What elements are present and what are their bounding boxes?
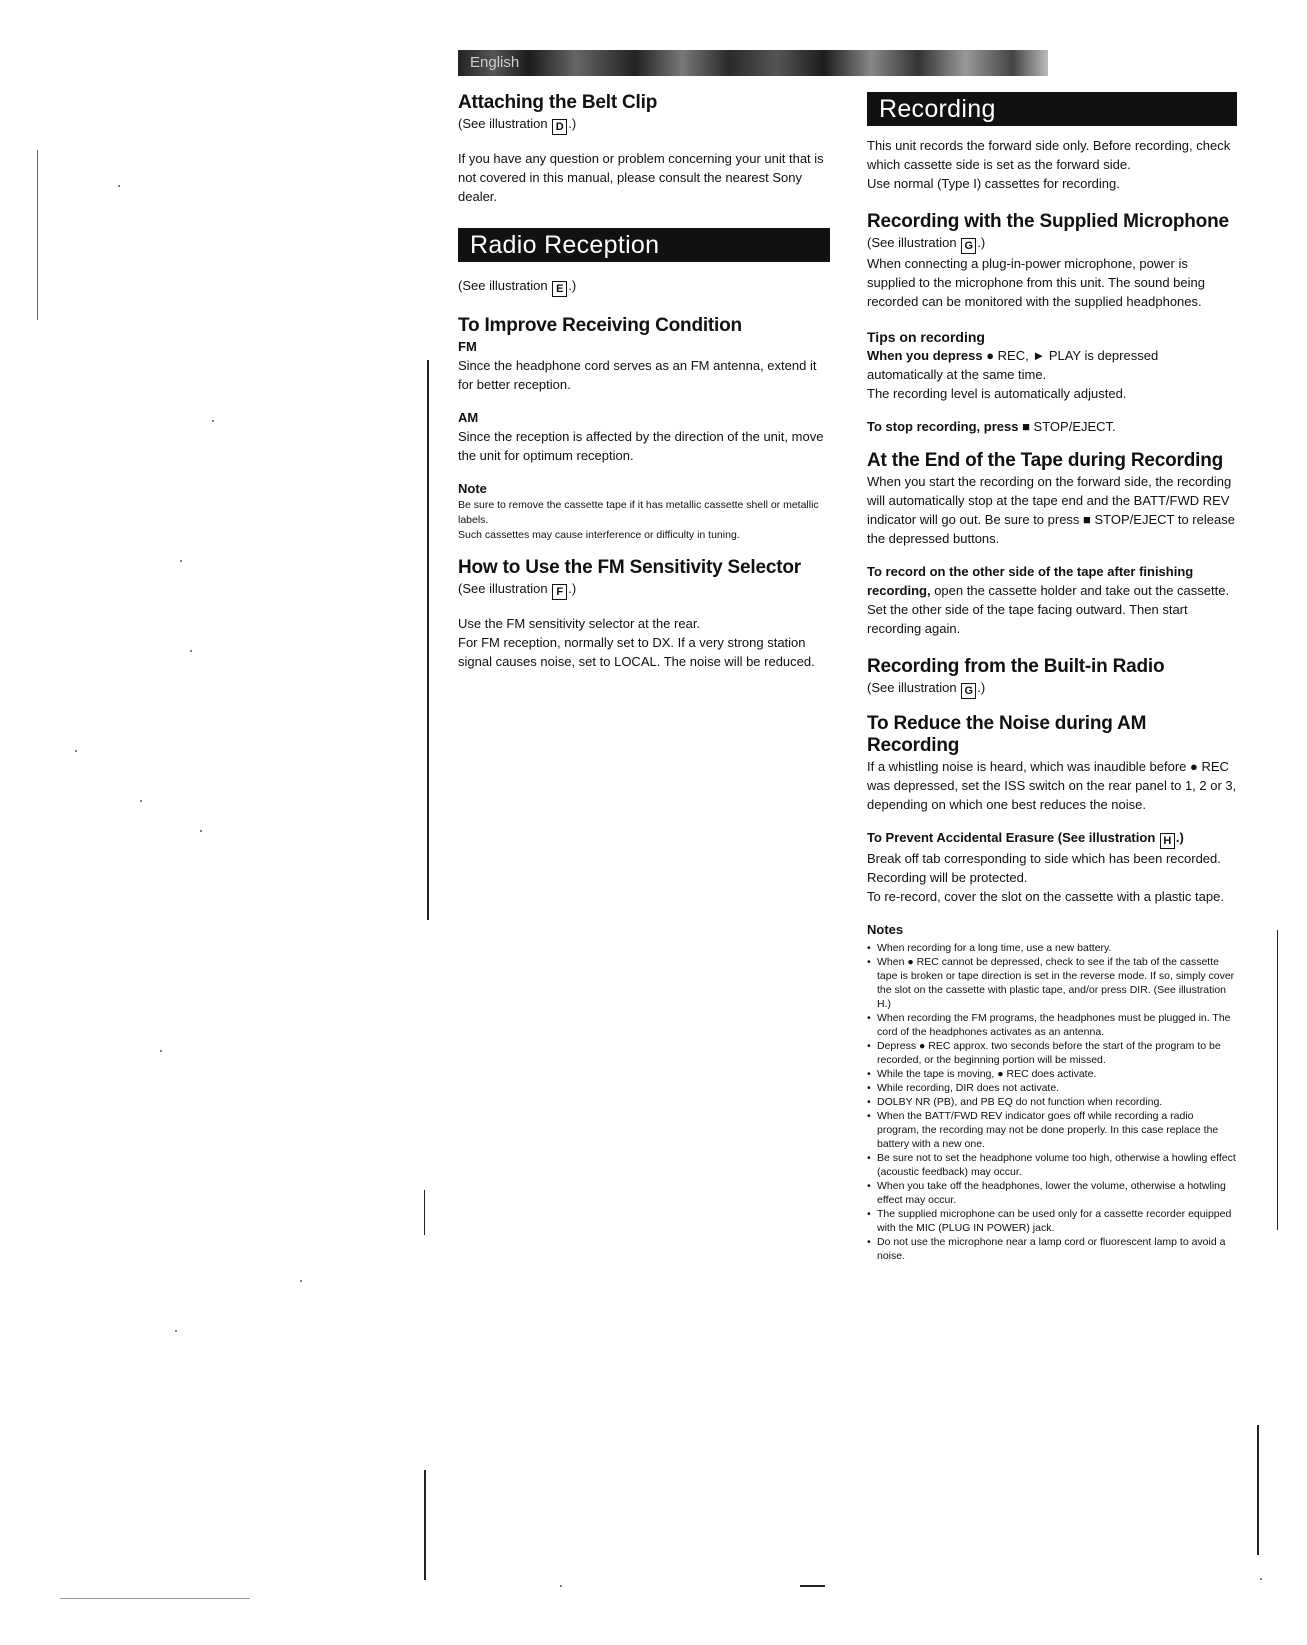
- radio-rec-see-illustration: (See illustration G .): [867, 680, 986, 697]
- am-label: AM: [458, 410, 479, 425]
- note-item: • The supplied microphone can be used only for a cassette recorder equipped with the MIC (PLUG IN POWER) jack.: [867, 1207, 1237, 1235]
- right-column: [867, 92, 1237, 1263]
- scan-speck: [300, 1280, 302, 1282]
- fm-selector-line-1: Use the FM sensitivity selector at the rear.: [458, 616, 701, 631]
- erasure-body-2: To re-record, cover the slot on the cassette with a plastic tape.: [867, 889, 1224, 904]
- scan-speck: [140, 800, 142, 802]
- stop-recording-text: To stop recording, press ■ STOP/EJECT.: [867, 419, 1116, 434]
- note-item: • When ● REC cannot be depressed, check to see if the tab of the cassette tape is broken or tape direction is set in the reverse mode. If so, simply cover the slot on the cassette with plastic tape, and/or press DIR. (See illustration H.): [867, 955, 1237, 1011]
- recording-intro-2: Use normal (Type I) cassettes for recording.: [867, 176, 1120, 191]
- note-item: • When recording the FM programs, the headphones must be plugged in. The cord of the headphones activates as an antenna.: [867, 1011, 1237, 1039]
- tips-line-1: When you depress ● REC, ► PLAY is depressed automatically at the same time.: [867, 348, 1159, 382]
- note-item: • Depress ● REC approx. two seconds before the start of the program to be recorded, or the beginning portion will be missed.: [867, 1039, 1237, 1067]
- fm-selector-line-2: For FM reception, normally set to DX. If a very strong station signal causes noise, set to LOCAL. The noise will be reduced.: [458, 635, 815, 669]
- scan-speck: [560, 1585, 562, 1587]
- erasure-heading: To Prevent Accidental Erasure (See illustration H .): [867, 830, 1184, 847]
- scan-speck: [175, 1330, 177, 1332]
- note-item: • Do not use the microphone near a lamp cord or fluorescent lamp to avoid a noise.: [867, 1235, 1237, 1263]
- scan-margin-line: [800, 1585, 825, 1587]
- note-item: • Be sure not to set the headphone volume too high, otherwise a howling effect (acoustic feedback) may occur.: [867, 1151, 1237, 1179]
- scan-margin-line: [37, 150, 38, 320]
- recording-banner: Recording: [867, 92, 1237, 126]
- belt-clip-see-illustration: (See illustration D .): [458, 116, 577, 133]
- language-header-strip: [458, 50, 1048, 76]
- noise-reduce-heading: To Reduce the Noise during AM Recording: [867, 713, 1147, 756]
- scan-speck: [200, 830, 202, 832]
- note-item: • While the tape is moving, ● REC does activate.: [867, 1067, 1237, 1081]
- belt-clip-heading: Attaching the Belt Clip: [458, 92, 658, 113]
- scan-speck: [1260, 1578, 1262, 1580]
- scan-speck: [212, 420, 214, 422]
- end-of-tape-body: When you start the recording on the forward side, the recording will automatically stop at the tape end and the BATT/FWD REV indicator will go out. Be sure to press ■ STOP/EJECT to release the depressed buttons.: [867, 474, 1235, 546]
- scan-margin-line: [424, 1190, 425, 1235]
- illustration-ref-g-2: G: [961, 683, 976, 699]
- note-line-2: Such cassettes may cause interference or difficulty in tuning.: [458, 529, 740, 541]
- illustration-ref-h: H: [1160, 833, 1175, 849]
- note-item: • When you take off the headphones, lower the volume, otherwise a hotwling effect may occur.: [867, 1179, 1237, 1207]
- am-text: Since the reception is affected by the direction of the unit, move the unit for optimum reception.: [458, 429, 824, 463]
- recording-intro-1: This unit records the forward side only. Before recording, check which cassette side is set as the forward side.: [867, 138, 1231, 172]
- notes-list: [867, 941, 1237, 1263]
- note-item: • When recording for a long time, use a new battery.: [867, 941, 1237, 955]
- mic-body: When connecting a plug-in-power microphone, power is supplied to the microphone from this unit. The sound being recorded can be monitored with the supplied headphones.: [867, 256, 1205, 309]
- fm-selector-heading: How to Use the FM Sensitivity Selector: [458, 557, 801, 578]
- note-line-1: Be sure to remove the cassette tape if it has metallic cassette shell or metallic labels.: [458, 499, 819, 526]
- scan-speck: [160, 1050, 162, 1052]
- scan-speck: [75, 750, 77, 752]
- scan-margin-line: [60, 1598, 250, 1599]
- note-item: • While recording, DIR does not activate.: [867, 1081, 1237, 1095]
- end-of-tape-heading: At the End of the Tape during Recording: [867, 450, 1224, 471]
- fm-label: FM: [458, 339, 477, 354]
- mic-recording-heading: Recording with the Supplied Microphone: [867, 211, 1229, 232]
- fm-selector-see-illustration: (See illustration F .): [458, 581, 577, 598]
- note-item: • When the BATT/FWD REV indicator goes off while recording a radio program, the recording may not be done properly. In this case replace the battery with a new one.: [867, 1109, 1237, 1151]
- mic-see-illustration: (See illustration G .): [867, 235, 986, 252]
- note-label: Note: [458, 481, 487, 496]
- dealer-text: If you have any question or problem concerning your unit that is not covered in this manual, please consult the nearest Sony dealer.: [458, 151, 824, 204]
- scan-margin-line: [1257, 1425, 1259, 1555]
- radio-see-illustration: (See illustration E .): [458, 278, 577, 295]
- improve-receiving-heading: To Improve Receiving Condition: [458, 315, 742, 336]
- tips-heading: Tips on recording: [867, 329, 985, 345]
- scan-speck: [190, 650, 192, 652]
- scan-speck: [118, 185, 120, 187]
- scan-margin-line: [427, 360, 429, 920]
- illustration-ref-e: E: [552, 281, 567, 297]
- left-column: [458, 92, 830, 671]
- noise-reduce-body: If a whistling noise is heard, which was inaudible before ● REC was depressed, set the ISS switch on the rear panel to 1, 2 or 3, depending on which one best reduces the noise.: [867, 759, 1237, 812]
- language-label: English: [470, 54, 520, 71]
- radio-reception-banner: Radio Reception: [458, 228, 830, 262]
- radio-recording-heading: Recording from the Built-in Radio: [867, 656, 1165, 677]
- illustration-ref-g: G: [961, 238, 976, 254]
- fm-text: Since the headphone cord serves as an FM antenna, extend it for better reception.: [458, 358, 817, 392]
- note-item: • DOLBY NR (PB), and PB EQ do not function when recording.: [867, 1095, 1237, 1109]
- scan-margin-line: [1277, 930, 1278, 1230]
- illustration-ref-d: D: [552, 119, 567, 135]
- tips-line-2: The recording level is automatically adjusted.: [867, 386, 1127, 401]
- erasure-body-1: Break off tab corresponding to side which has been recorded. Recording will be protected.: [867, 851, 1221, 885]
- notes-label: Notes: [867, 922, 904, 937]
- scan-margin-line: [424, 1470, 426, 1580]
- other-side-text: To record on the other side of the tape after finishing recording, open the cassette holder and take out the cassette. Set the other side of the tape facing outward. Then start recording again.: [867, 564, 1230, 636]
- illustration-ref-f: F: [552, 584, 567, 600]
- scan-speck: [180, 560, 182, 562]
